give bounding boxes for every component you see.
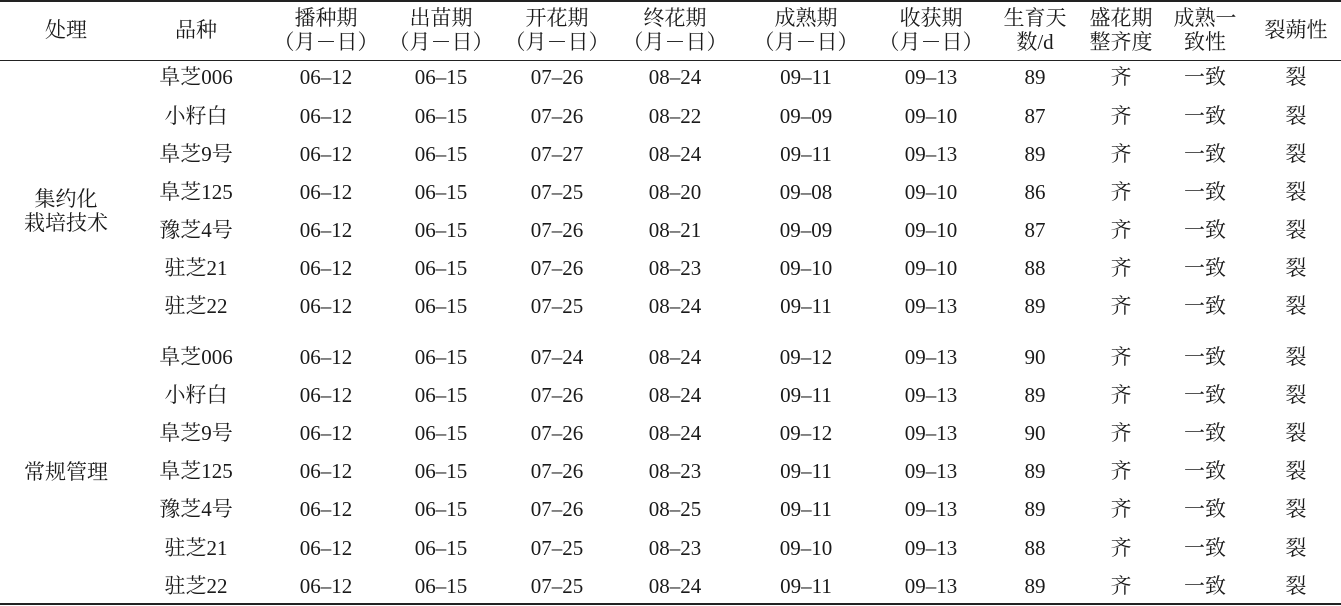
table-cell: 08–23 [648,459,702,484]
table-cell: 09–13 [904,142,958,167]
table-cell: 07–25 [530,180,584,205]
header-cell [1078,4,1164,58]
table-cell: 09–13 [904,497,958,522]
table-cell: 07–27 [530,142,584,167]
table-cell: 06–12 [299,459,353,484]
table-cell: 裂 [1285,497,1307,522]
table-cell: 08–24 [648,421,702,446]
header-text: 出苗期 [409,6,473,31]
table-cell: 齐 [1110,459,1132,484]
header-text: （月－日） [504,30,610,54]
table-cell: 06–12 [299,536,353,561]
table-cell: 86 [1024,180,1046,205]
table-cell: 09–10 [904,180,958,205]
header-text: （月－日） [622,30,728,54]
variety-cell: 驻芝21 [164,536,228,561]
table-cell: 07–26 [530,421,584,446]
table-cell: 06–12 [299,345,353,370]
table-cell: 07–26 [530,459,584,484]
table-cell: 06–12 [299,180,353,205]
table-cell: 裂 [1285,218,1307,243]
table-cell: 87 [1024,218,1046,243]
table-cell: 07–25 [530,536,584,561]
table-cell: 裂 [1285,180,1307,205]
table-cell: 一致 [1184,574,1226,599]
table-cell: 裂 [1285,345,1307,370]
table-cell: 06–15 [414,497,468,522]
table-cell: 裂 [1285,459,1307,484]
header-cell [267,4,385,58]
header-text: （月－日） [273,30,379,54]
header-cell [385,4,497,58]
table-cell: 08–24 [648,345,702,370]
variety-cell: 豫芝4号 [159,218,233,243]
header-text: 致性 [1184,30,1226,54]
table-cell: 裂 [1285,256,1307,281]
group-label-text: 集约化 [34,187,98,212]
table-cell: 08–23 [648,536,702,561]
table-cell: 06–12 [299,218,353,243]
table-cell: 一致 [1184,497,1226,522]
table-cell: 06–15 [414,218,468,243]
table-cell: 09–13 [904,294,958,319]
table-cell: 06–15 [414,345,468,370]
table-cell: 07–24 [530,345,584,370]
table-cell: 09–11 [780,497,832,522]
table-cell: 裂 [1285,536,1307,561]
header-cell [6,4,126,58]
table-cell: 09–13 [904,383,958,408]
table-cell: 齐 [1110,142,1132,167]
table-cell: 89 [1024,65,1046,90]
variety-cell: 驻芝22 [164,574,228,599]
table-cell: 07–25 [530,294,584,319]
table-cell: 06–12 [299,497,353,522]
table-cell: 一致 [1184,536,1226,561]
table-cell: 06–12 [299,294,353,319]
table-cell: 06–15 [414,459,468,484]
header-cell [1254,4,1338,58]
table-cell: 09–12 [779,421,833,446]
table-cell: 08–24 [648,142,702,167]
table-cell: 齐 [1110,421,1132,446]
table-cell: 87 [1024,104,1046,129]
table-cell: 08–25 [648,497,702,522]
header-text: 生育天 [1003,6,1067,31]
header-text: 开花期 [525,6,589,31]
table-cell: 齐 [1110,180,1132,205]
table-cell: 06–15 [414,574,468,599]
header-text: 成熟期 [774,6,838,31]
table-cell: 09–13 [904,536,958,561]
header-text: 盛花期 [1089,6,1153,31]
table-cell: 07–26 [530,65,584,90]
table-cell: 07–26 [530,383,584,408]
table-cell: 06–15 [414,294,468,319]
table-cell: 06–15 [414,256,468,281]
table-cell: 07–25 [530,574,584,599]
table-cell: 06–12 [299,421,353,446]
table-cell: 09–09 [779,104,833,129]
table-cell: 齐 [1110,104,1132,129]
table-cell: 09–11 [780,459,832,484]
table-cell: 09–10 [779,256,833,281]
header-text: （月－日） [878,30,984,54]
table-cell: 09–10 [904,218,958,243]
table-cell: 一致 [1184,65,1226,90]
table-cell: 08–23 [648,256,702,281]
table-cell: 09–11 [780,383,832,408]
table-cell: 09–13 [904,65,958,90]
header-cell [1166,4,1244,58]
table-cell: 裂 [1285,574,1307,599]
table-cell: 08–24 [648,294,702,319]
table-cell: 09–13 [904,421,958,446]
table-cell: 06–12 [299,256,353,281]
table-cell: 88 [1024,256,1046,281]
variety-cell: 驻芝21 [164,256,228,281]
header-cell [872,4,990,58]
variety-cell: 阜芝006 [159,345,233,370]
variety-cell: 驻芝22 [164,294,228,319]
table-cell: 06–15 [414,142,468,167]
header-cell [136,4,256,58]
table-cell: 09–13 [904,574,958,599]
variety-cell: 阜芝9号 [159,421,233,446]
table-cell: 08–21 [648,218,702,243]
table-cell: 08–24 [648,383,702,408]
table-cell: 裂 [1285,294,1307,319]
table-cell: 一致 [1184,294,1226,319]
table-cell: 齐 [1110,536,1132,561]
header-text: 播种期 [294,6,358,31]
table-cell: 09–11 [780,65,832,90]
table-cell: 07–26 [530,256,584,281]
header-text: （月－日） [388,30,494,54]
table-cell: 一致 [1184,345,1226,370]
table-cell: 08–20 [648,180,702,205]
header-cell [995,4,1075,58]
table-cell: 裂 [1285,104,1307,129]
table-cell: 一致 [1184,142,1226,167]
table-cell: 08–24 [648,65,702,90]
table-cell: 一致 [1184,218,1226,243]
table-cell: 89 [1024,142,1046,167]
table-cell: 齐 [1110,218,1132,243]
variety-cell: 小籽白 [164,104,228,129]
table-cell: 06–15 [414,104,468,129]
table-cell: 06–15 [414,421,468,446]
variety-cell: 小籽白 [164,383,228,408]
header-text: 收获期 [899,6,963,31]
header-text: 终花期 [643,6,707,31]
table-cell: 裂 [1285,421,1307,446]
header-text: 品种 [175,18,217,43]
table-cell: 89 [1024,294,1046,319]
table-cell: 89 [1024,574,1046,599]
table-cell: 09–10 [904,104,958,129]
table-cell: 一致 [1184,180,1226,205]
top-rule [0,0,1341,2]
group-label [6,443,126,503]
variety-cell: 阜芝006 [159,65,233,90]
header-text: （月－日） [753,30,859,54]
table-cell: 89 [1024,497,1046,522]
table-cell: 07–26 [530,104,584,129]
table-cell: 09–13 [904,459,958,484]
table-cell: 07–26 [530,218,584,243]
table-cell: 89 [1024,383,1046,408]
header-text: 成熟一 [1173,6,1237,31]
table-cell: 06–15 [414,65,468,90]
group-label-text: 常规管理 [24,460,108,485]
table-cell: 齐 [1110,497,1132,522]
table-cell: 06–12 [299,142,353,167]
table-cell: 一致 [1184,421,1226,446]
table-cell: 88 [1024,536,1046,561]
table-cell: 09–09 [779,218,833,243]
table-cell: 06–15 [414,536,468,561]
table-cell: 齐 [1110,574,1132,599]
table-cell: 90 [1024,421,1046,446]
table-cell: 裂 [1285,142,1307,167]
table-cell: 06–12 [299,383,353,408]
table-cell: 09–10 [904,256,958,281]
table-cell: 89 [1024,459,1046,484]
table-cell: 齐 [1110,294,1132,319]
table-cell: 09–08 [779,180,833,205]
header-cell [742,4,870,58]
table-cell: 08–22 [648,104,702,129]
table-cell: 一致 [1184,256,1226,281]
table-cell: 07–26 [530,497,584,522]
table-cell: 09–12 [779,345,833,370]
table-cell: 09–10 [779,536,833,561]
header-text: 裂蒴性 [1264,18,1328,43]
table-cell: 06–12 [299,574,353,599]
variety-cell: 阜芝9号 [159,142,233,167]
table-cell: 09–13 [904,345,958,370]
group-label [6,182,126,242]
table-cell: 06–12 [299,104,353,129]
table-cell: 齐 [1110,345,1132,370]
table-cell: 一致 [1184,459,1226,484]
table-cell: 09–11 [780,574,832,599]
table-cell: 09–11 [780,142,832,167]
table-cell: 齐 [1110,65,1132,90]
variety-cell: 阜芝125 [159,180,233,205]
table-cell: 齐 [1110,256,1132,281]
table-cell: 一致 [1184,104,1226,129]
table-cell: 裂 [1285,65,1307,90]
group-label-text: 栽培技术 [24,211,108,235]
header-cell [501,4,613,58]
table-cell: 裂 [1285,383,1307,408]
table-cell: 一致 [1184,383,1226,408]
variety-cell: 豫芝4号 [159,497,233,522]
header-text: 处理 [45,18,87,43]
table-cell: 08–24 [648,574,702,599]
table-cell: 齐 [1110,383,1132,408]
header-cell [616,4,734,58]
variety-cell: 阜芝125 [159,459,233,484]
table-cell: 06–15 [414,383,468,408]
table-cell: 09–11 [780,294,832,319]
table-cell: 90 [1024,345,1046,370]
table-cell: 06–15 [414,180,468,205]
header-text: 数/d [1016,30,1054,54]
table-cell: 06–12 [299,65,353,90]
header-text: 整齐度 [1089,30,1153,54]
